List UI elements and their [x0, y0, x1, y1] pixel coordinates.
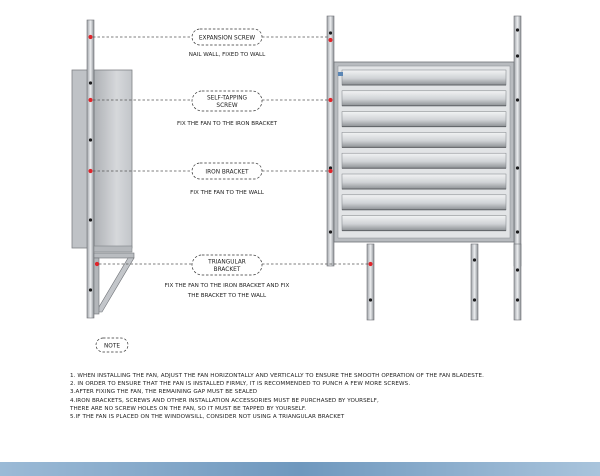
triangular-bracket-desc-2: THE BRACKET TO THE WALL — [187, 293, 267, 299]
triangular-bracket-label-1: TRIANGULAR — [208, 259, 246, 266]
note-item-4: 4.IRON BRACKETS, SCREWS AND OTHER INSTALLATION ACCESSORIES MUST BE PURCHASED BY YOURSELF, — [70, 397, 379, 404]
bottom-accent-bar — [0, 462, 600, 476]
triangular-bracket-label-2: BRACKET — [213, 267, 241, 273]
leg-1 — [367, 244, 374, 320]
notes-list — [70, 372, 590, 421]
leg-3 — [514, 244, 521, 320]
callout-triangular-bracket — [165, 255, 290, 299]
note-badge — [96, 338, 128, 352]
expansion-screw-desc: NAIL WALL, FIXED TO WALL — [188, 52, 266, 58]
side-view — [72, 20, 134, 318]
front-view — [327, 16, 521, 320]
louver-slat — [342, 112, 506, 127]
note-item-2: 2. IN ORDER TO ENSURE THAT THE FAN IS INSTALLED FIRMLY, IT IS RECOMMENDED TO PUNCH A FEW MORE SCREWS. — [70, 381, 411, 388]
callout-iron-bracket — [190, 163, 265, 196]
louver-slat — [342, 91, 506, 106]
self-tapping-screw-label-1: SELF-TAPPING — [206, 95, 248, 102]
fan-label-sticker — [338, 72, 343, 76]
louver-slat — [342, 174, 506, 189]
self-tapping-screw-label-2: SCREW — [216, 103, 238, 109]
fan-side-body — [94, 70, 132, 248]
louver-slat — [342, 70, 506, 85]
louver-slat — [342, 195, 506, 210]
louver-slat — [342, 153, 506, 168]
triangular-bracket-shape — [94, 253, 134, 314]
note-label: NOTE — [103, 343, 121, 350]
louver-slat — [342, 216, 506, 231]
triangular-bracket-desc-1: FIX THE FAN TO THE IRON BRACKET AND FIX — [164, 283, 290, 289]
note-item-1: 1. WHEN INSTALLING THE FAN, ADJUST THE FAN HORIZONTALLY AND VERTICALLY TO ENSURE THE SMOOTH OPERATION OF THE FAN BLADESTE. — [70, 373, 484, 379]
iron-bracket-label: IRON BRACKET — [205, 169, 249, 176]
louver-slat — [342, 132, 506, 147]
fan-side-base — [94, 246, 132, 252]
iron-bracket-desc: FIX THE FAN TO THE WALL — [190, 190, 264, 196]
note-item-5: 5.IF THE FAN IS PLACED ON THE WINDOWSILL, CONSIDER NOT USING A TRIANGULAR BRACKET — [70, 414, 345, 421]
note-item-3: 3.AFTER FIXING THE FAN, THE REMAINING GAP MUST BE SEALED — [70, 389, 258, 396]
note-item-4-cont: THERE ARE NO SCREW HOLES ON THE FAN, SO IT MUST BE TAPPED BY YOURSELF. — [70, 405, 307, 412]
iron-bracket-post-center — [327, 16, 334, 266]
iron-bracket-post-right — [514, 16, 521, 266]
expansion-screw-label: EXPANSION SCREW — [198, 35, 256, 42]
callout-self-tapping-screw — [177, 91, 278, 127]
leg-2 — [471, 244, 478, 320]
self-tapping-screw-desc: FIX THE FAN TO THE IRON BRACKET — [176, 121, 278, 127]
callout-expansion-screw — [189, 29, 266, 58]
